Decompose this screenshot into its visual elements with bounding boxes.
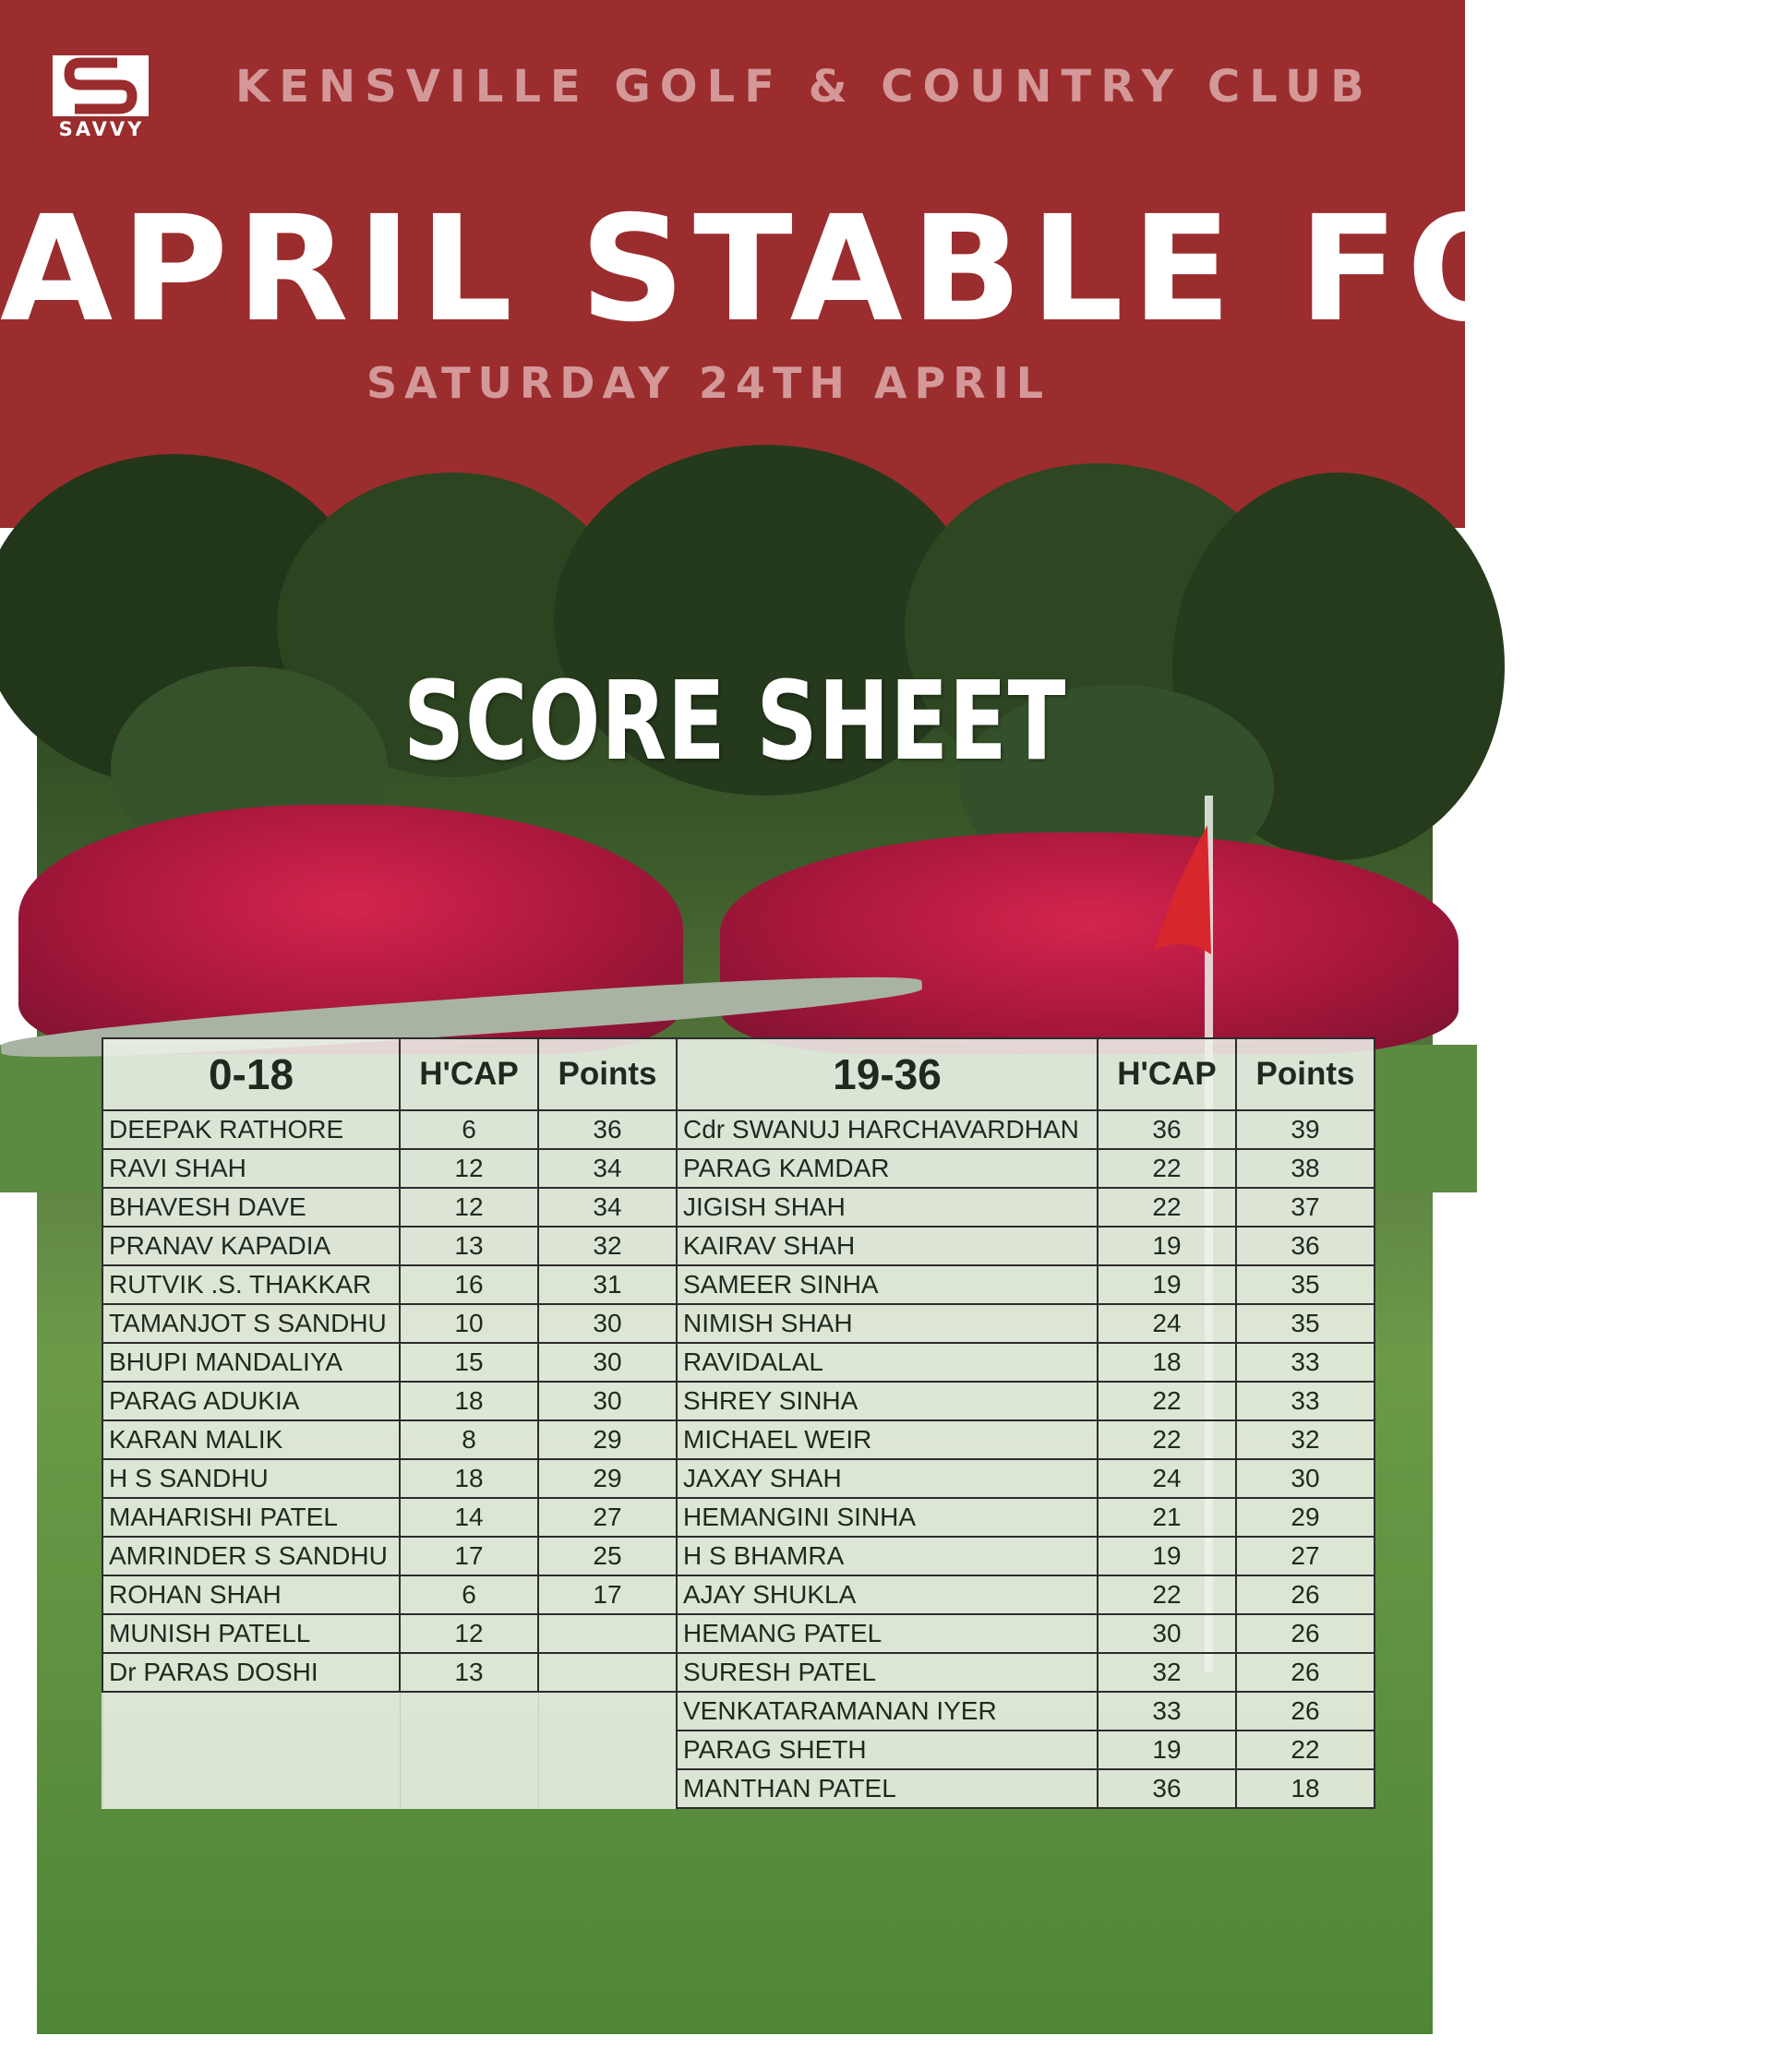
hcap-cell: 30	[1098, 1614, 1236, 1653]
player-name-cell: H S BHAMRA	[677, 1537, 1098, 1575]
table-row	[102, 1614, 1375, 1653]
points-cell: 27	[1236, 1537, 1375, 1575]
group-0-18-header: 0-18	[102, 1038, 400, 1110]
player-name-cell: Dr PARAS DOSHI	[102, 1653, 400, 1692]
player-name-cell: PRANAV KAPADIA	[102, 1227, 400, 1265]
hcap-cell: 8	[400, 1420, 538, 1459]
hcap-cell: 18	[400, 1459, 538, 1498]
player-name-cell: MANTHAN PATEL	[677, 1769, 1098, 1808]
player-name-cell: HEMANG PATEL	[677, 1614, 1098, 1653]
points-cell: 34	[538, 1149, 677, 1188]
points-cell: 30	[1236, 1459, 1375, 1498]
points-cell: 35	[1236, 1304, 1375, 1343]
player-name-cell: ROHAN SHAH	[102, 1575, 400, 1614]
player-name-cell: NIMISH SHAH	[677, 1304, 1098, 1343]
points-cell: 32	[1236, 1420, 1375, 1459]
hcap-cell: 21	[1098, 1498, 1236, 1537]
player-name-cell: DEEPAK RATHORE	[102, 1110, 400, 1149]
player-name-cell: SAMEER SINHA	[677, 1265, 1098, 1304]
points-cell: 35	[1236, 1265, 1375, 1304]
table-row	[102, 1537, 1375, 1575]
points-cell: 29	[1236, 1498, 1375, 1537]
points-cell	[538, 1769, 677, 1808]
player-name-cell: H S SANDHU	[102, 1459, 400, 1498]
points-cell: 29	[538, 1420, 677, 1459]
player-name-cell: BHUPI MANDALIYA	[102, 1343, 400, 1382]
points-cell: 38	[1236, 1149, 1375, 1188]
table-row	[102, 1188, 1375, 1227]
player-name-cell: PARAG KAMDAR	[677, 1149, 1098, 1188]
hcap-cell: 19	[1098, 1227, 1236, 1265]
hcap-header: H'CAP	[1098, 1038, 1236, 1110]
points-cell	[538, 1653, 677, 1692]
player-name-cell: PARAG ADUKIA	[102, 1382, 400, 1420]
points-cell: 37	[1236, 1188, 1375, 1227]
player-name-cell: RAVIDALAL	[677, 1343, 1098, 1382]
points-header: Points	[1236, 1038, 1375, 1110]
player-name-cell: VENKATARAMANAN IYER	[677, 1692, 1098, 1731]
table-row	[102, 1304, 1375, 1343]
player-name-cell: AJAY SHUKLA	[677, 1575, 1098, 1614]
event-date: SATURDAY 24TH APRIL	[366, 358, 1051, 408]
player-name-cell: HEMANGINI SINHA	[677, 1498, 1098, 1537]
club-name: KENSVILLE GOLF & COUNTRY CLUB	[235, 61, 1374, 113]
hcap-cell: 6	[400, 1110, 538, 1149]
table-row	[102, 1498, 1375, 1537]
score-sheet-heading: SCORE SHEET	[402, 657, 1067, 784]
table-row	[102, 1343, 1375, 1382]
player-name-cell: AMRINDER S SANDHU	[102, 1537, 400, 1575]
points-cell	[538, 1614, 677, 1653]
table-row	[102, 1149, 1375, 1188]
table-row	[102, 1575, 1375, 1614]
points-cell: 25	[538, 1537, 677, 1575]
player-name-cell: KAIRAV SHAH	[677, 1227, 1098, 1265]
points-cell: 26	[1236, 1653, 1375, 1692]
hcap-cell: 19	[1098, 1731, 1236, 1769]
player-name-cell: Cdr SWANUJ HARCHAVARDHAN	[677, 1110, 1098, 1149]
player-name-cell	[102, 1769, 400, 1808]
score-table-container	[102, 1037, 1374, 1809]
hcap-cell: 16	[400, 1265, 538, 1304]
hcap-cell: 14	[400, 1498, 538, 1537]
points-cell	[538, 1692, 677, 1731]
table-header-row	[102, 1038, 1375, 1110]
red-flag-icon	[1154, 825, 1219, 964]
hcap-header: H'CAP	[400, 1038, 538, 1110]
hcap-cell: 17	[400, 1537, 538, 1575]
hcap-cell: 18	[1098, 1343, 1236, 1382]
points-cell: 30	[538, 1304, 677, 1343]
hcap-cell: 22	[1098, 1420, 1236, 1459]
table-row	[102, 1731, 1375, 1769]
points-header: Points	[538, 1038, 677, 1110]
player-name-cell: MUNISH PATELL	[102, 1614, 400, 1653]
hcap-cell: 12	[400, 1614, 538, 1653]
hcap-cell: 24	[1098, 1459, 1236, 1498]
player-name-cell: MICHAEL WEIR	[677, 1420, 1098, 1459]
points-cell: 30	[538, 1343, 677, 1382]
points-cell: 27	[538, 1498, 677, 1537]
table-row	[102, 1769, 1375, 1808]
score-table-body	[102, 1110, 1375, 1808]
hcap-cell: 33	[1098, 1692, 1236, 1731]
points-cell: 26	[1236, 1692, 1375, 1731]
hcap-cell: 24	[1098, 1304, 1236, 1343]
points-cell: 17	[538, 1575, 677, 1614]
player-name-cell: BHAVESH DAVE	[102, 1188, 400, 1227]
hcap-cell: 32	[1098, 1653, 1236, 1692]
table-row	[102, 1382, 1375, 1420]
hcap-cell: 19	[1098, 1537, 1236, 1575]
player-name-cell: RAVI SHAH	[102, 1149, 400, 1188]
table-row	[102, 1653, 1375, 1692]
points-cell: 29	[538, 1459, 677, 1498]
hcap-cell: 12	[400, 1188, 538, 1227]
hcap-cell: 6	[400, 1575, 538, 1614]
hcap-cell: 10	[400, 1304, 538, 1343]
hcap-cell: 19	[1098, 1265, 1236, 1304]
points-cell: 26	[1236, 1575, 1375, 1614]
table-row	[102, 1420, 1375, 1459]
hcap-cell: 22	[1098, 1382, 1236, 1420]
player-name-cell: PARAG SHETH	[677, 1731, 1098, 1769]
hcap-cell: 18	[400, 1382, 538, 1420]
hcap-cell: 13	[400, 1227, 538, 1265]
savvy-logo	[51, 55, 152, 140]
player-name-cell: JIGISH SHAH	[677, 1188, 1098, 1227]
points-cell: 32	[538, 1227, 677, 1265]
player-name-cell: SURESH PATEL	[677, 1653, 1098, 1692]
points-cell: 33	[1236, 1343, 1375, 1382]
points-cell: 30	[538, 1382, 677, 1420]
hcap-cell: 22	[1098, 1575, 1236, 1614]
points-cell: 36	[1236, 1227, 1375, 1265]
points-cell	[538, 1731, 677, 1769]
table-row	[102, 1692, 1375, 1731]
table-row	[102, 1459, 1375, 1498]
hcap-cell	[400, 1769, 538, 1808]
player-name-cell: TAMANJOT S SANDHU	[102, 1304, 400, 1343]
hcap-cell	[400, 1692, 538, 1731]
savvy-s-icon	[53, 55, 149, 116]
player-name-cell: KARAN MALIK	[102, 1420, 400, 1459]
table-row	[102, 1265, 1375, 1304]
points-cell: 22	[1236, 1731, 1375, 1769]
player-name-cell: MAHARISHI PATEL	[102, 1498, 400, 1537]
hcap-cell: 36	[1098, 1110, 1236, 1149]
player-name-cell: RUTVIK .S. THAKKAR	[102, 1265, 400, 1304]
group-19-36-header: 19-36	[677, 1038, 1098, 1110]
points-cell: 36	[538, 1110, 677, 1149]
player-name-cell: JAXAY SHAH	[677, 1459, 1098, 1498]
flower-bed	[720, 832, 1459, 1054]
points-cell: 33	[1236, 1382, 1375, 1420]
hcap-cell: 15	[400, 1343, 538, 1382]
hcap-cell	[400, 1731, 538, 1769]
points-cell: 31	[538, 1265, 677, 1304]
points-cell: 39	[1236, 1110, 1375, 1149]
event-title: APRIL STABLE FORD	[0, 185, 1789, 354]
player-name-cell	[102, 1692, 400, 1731]
points-cell: 18	[1236, 1769, 1375, 1808]
score-table	[102, 1037, 1375, 1809]
points-cell: 34	[538, 1188, 677, 1227]
points-cell: 26	[1236, 1614, 1375, 1653]
hcap-cell: 13	[400, 1653, 538, 1692]
logo-text: SAVVY	[58, 118, 145, 140]
hcap-cell: 36	[1098, 1769, 1236, 1808]
player-name-cell	[102, 1731, 400, 1769]
hcap-cell: 22	[1098, 1188, 1236, 1227]
table-row	[102, 1110, 1375, 1149]
table-row	[102, 1227, 1375, 1265]
player-name-cell: SHREY SINHA	[677, 1382, 1098, 1420]
hcap-cell: 12	[400, 1149, 538, 1188]
hcap-cell: 22	[1098, 1149, 1236, 1188]
